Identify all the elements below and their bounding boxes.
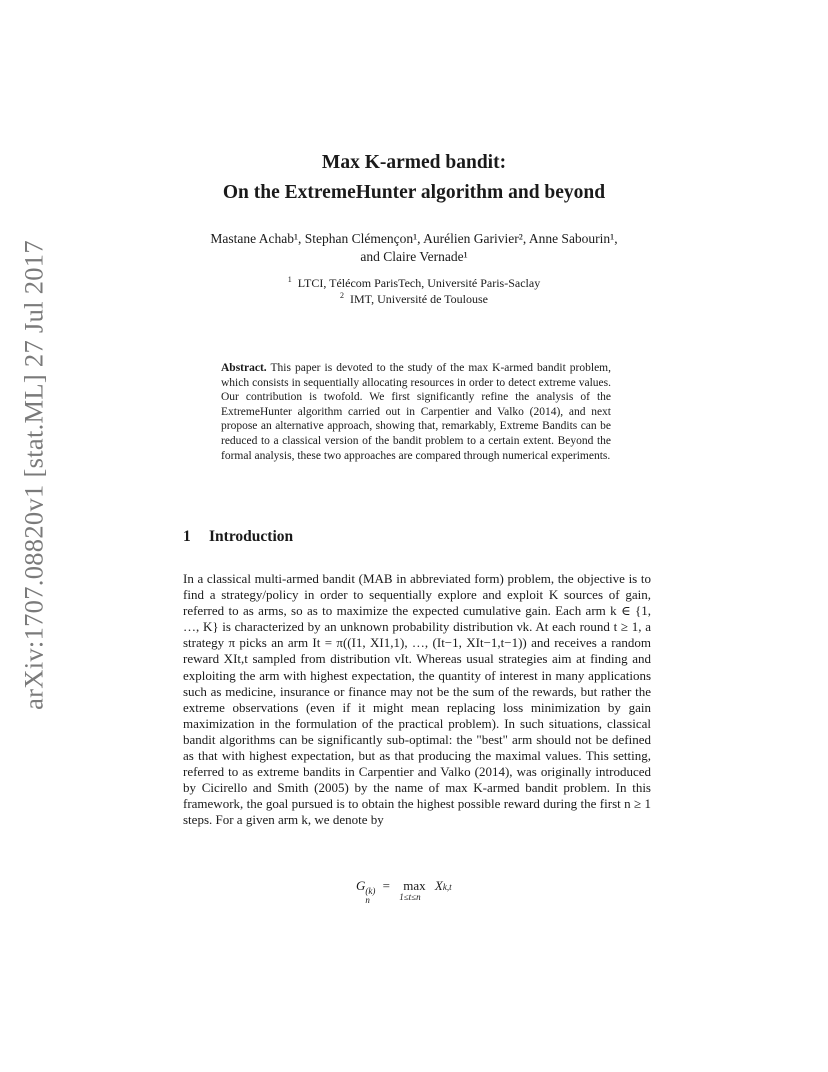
section-heading	[183, 528, 293, 546]
title-line-2: On the ExtremeHunter algorithm and beyond	[222, 182, 606, 203]
eq-rhs-sub: k,t	[442, 882, 452, 892]
abstract-label: Abstract.	[221, 362, 267, 374]
authors-line-2: and Claire Vernade¹	[360, 249, 468, 264]
abstract-text: This paper is devoted to the study of the max K-armed bandit problem, which consists in sequentially allocating resources in order to detect extreme values. Our contribution is twofold. We first significantly refine the analysis of the ExtremeHunter algorithm carried out in Carpentier and Valko (2014), and next propose an alternative approach, showing that, remarkably, Extreme Bandits can be reduced to a classical version of the bandit problem to a certain extent. Beyond the formal analysis, these two approaches are compared through numerical experiments.	[221, 362, 611, 462]
eq-max	[399, 878, 426, 902]
section-number: 1	[183, 528, 191, 545]
author-list	[0, 230, 828, 266]
eq-rhs: X	[434, 878, 443, 893]
affiliation-text: IMT, Université de Toulouse	[349, 291, 489, 306]
affiliation-1	[0, 276, 828, 292]
affiliation-mark: 2	[339, 290, 344, 300]
section-title: Introduction	[209, 528, 294, 545]
abstract	[221, 361, 611, 463]
affiliation-mark: 1	[287, 275, 292, 284]
eq-max-label: max	[403, 878, 426, 893]
affiliation-text: LTCI, Télécom ParisTech, Université Paris-Saclay	[297, 276, 541, 290]
eq-max-sub: 1≤t≤n	[399, 892, 421, 902]
introduction-paragraph: In a classical multi-armed bandit (MAB in abbreviated form) problem, the objective is to find a strategy/policy in order to sequentially explore and exploit K sources of gain, referred to as arms, so as to maximize the expected cumulative gain. Each arm k ∈ {1, …, K} is characterized by an unknown probability distribution νk. At each round t ≥ 1, a strategy π picks an arm It = π((I1, XI1,1), …, (It−1, XIt−1,t−1)) and receives a random reward XIt,t sampled from distribution νIt. Whereas usual strategies aim at finding and exploiting the arm with highest expectation, the quantity of interest in many applications such as medicine, insurance or finance may not be the sum of the rewards, but rather the extreme observations (even if it might mean replacing loss minimization by gain maximization in the formulation of the practical problem). In such situations, classical bandit algorithms can be significantly sub-optimal: the "best" arm should not be defined as that with highest expectation, but as that producing the maximal values. This setting, referred to as extreme bandits in Carpentier and Valko (2014), was originally introduced by Cicirello and Smith (2005) by the name of max K-armed bandit problem. In this framework, the goal pursued is to obtain the highest possible reward during the first n ≥ 1 steps. For a given arm k, we denote by	[183, 571, 651, 828]
eq-lhs: G	[356, 878, 366, 893]
paper-title	[0, 148, 828, 208]
eq-lhs-sub: n	[365, 895, 370, 905]
title-line-1: Max K-armed bandit:	[321, 152, 507, 173]
display-equation	[356, 878, 452, 905]
eq-lhs-indices	[365, 887, 375, 905]
eq-operator: =	[382, 878, 390, 893]
arxiv-identifier: arXiv:1707.08820v1 [stat.ML] 27 Jul 2017	[18, 240, 49, 710]
eq-lhs-sup: (k)	[365, 886, 376, 896]
arxiv-sidebar	[14, 240, 54, 710]
affiliation-2	[0, 292, 828, 308]
authors-line-1: Mastane Achab¹, Stephan Clémençon¹, Aurélien Garivier², Anne Sabourin¹,	[210, 231, 618, 246]
affiliations	[0, 276, 828, 307]
